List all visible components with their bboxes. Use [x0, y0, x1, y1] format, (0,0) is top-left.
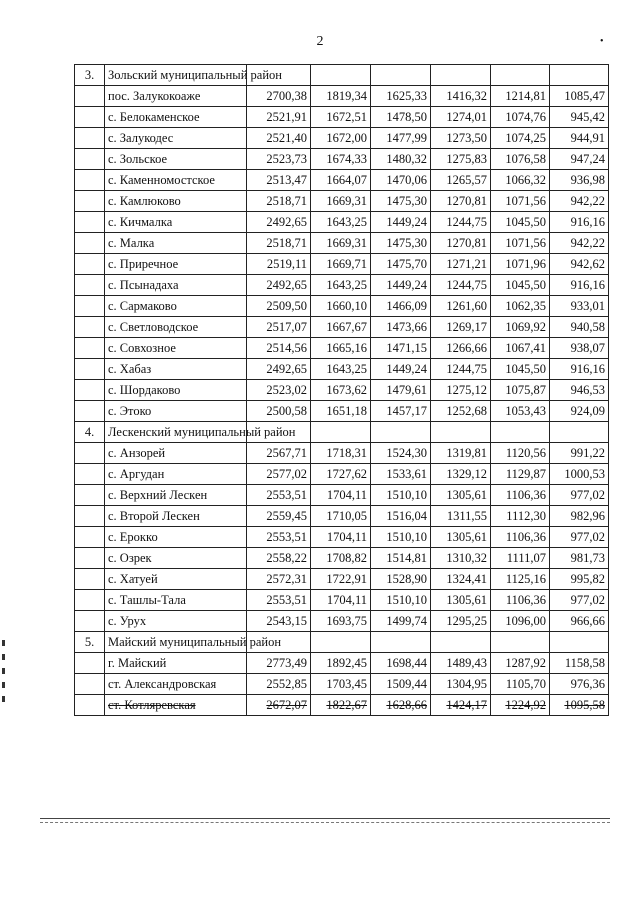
empty-cell: [371, 65, 431, 86]
district-name: Зольский муниципальный район: [105, 65, 247, 86]
tariff-value: 2572,31: [247, 569, 311, 590]
empty-cell: [75, 296, 105, 317]
tariff-value: 1305,61: [431, 527, 491, 548]
tariff-value: 924,09: [550, 401, 609, 422]
empty-cell: [75, 86, 105, 107]
tariff-value: 1085,47: [550, 86, 609, 107]
district-row: [75, 632, 609, 653]
tariff-value: 1449,24: [371, 359, 431, 380]
tariff-value: 1704,11: [311, 590, 371, 611]
tariff-value: 1075,87: [491, 380, 550, 401]
tariff-value: 1669,71: [311, 254, 371, 275]
tariff-value: 1266,66: [431, 338, 491, 359]
tariff-value: 2492,65: [247, 275, 311, 296]
tariff-value: 1265,57: [431, 170, 491, 191]
table-row: [75, 401, 609, 422]
settlement-name: с. Анзорей: [105, 443, 247, 464]
table-row: [75, 653, 609, 674]
tariff-value: 1095,58: [550, 695, 609, 716]
tariff-value: 2553,51: [247, 590, 311, 611]
tariff-value: 977,02: [550, 485, 609, 506]
tariff-value: 1510,10: [371, 485, 431, 506]
table-row: [75, 317, 609, 338]
tariff-value: 2492,65: [247, 212, 311, 233]
empty-cell: [75, 506, 105, 527]
settlement-name: с. Урух: [105, 611, 247, 632]
table-row: [75, 590, 609, 611]
tariff-value: 1478,50: [371, 107, 431, 128]
tariff-value: 1470,06: [371, 170, 431, 191]
tariff-value: 1053,43: [491, 401, 550, 422]
tariff-value: 1045,50: [491, 212, 550, 233]
tariff-value: 944,91: [550, 128, 609, 149]
tariff-value: 1819,34: [311, 86, 371, 107]
tariff-value: 1672,51: [311, 107, 371, 128]
tariff-value: 1672,00: [311, 128, 371, 149]
empty-cell: [75, 653, 105, 674]
tariff-value: 1261,60: [431, 296, 491, 317]
table-row: [75, 485, 609, 506]
tariff-value: 1275,83: [431, 149, 491, 170]
tariff-value: 1045,50: [491, 275, 550, 296]
tariff-value: 1067,41: [491, 338, 550, 359]
empty-cell: [491, 65, 550, 86]
tariff-value: 1457,17: [371, 401, 431, 422]
tariff-value: 1673,62: [311, 380, 371, 401]
tariff-value: 1489,43: [431, 653, 491, 674]
tariff-value: 1275,12: [431, 380, 491, 401]
settlement-name: с. Кичмалка: [105, 212, 247, 233]
tariff-value: 2567,71: [247, 443, 311, 464]
tariff-value: 1693,75: [311, 611, 371, 632]
tariff-value: 2700,38: [247, 86, 311, 107]
empty-cell: [371, 422, 431, 443]
tariff-value: 942,22: [550, 233, 609, 254]
tariff-value: 976,36: [550, 674, 609, 695]
empty-cell: [75, 548, 105, 569]
settlement-name: с. Аргудан: [105, 464, 247, 485]
empty-cell: [75, 212, 105, 233]
empty-cell: [75, 191, 105, 212]
tariff-value: 1479,61: [371, 380, 431, 401]
empty-cell: [75, 380, 105, 401]
tariff-value: 1106,36: [491, 527, 550, 548]
empty-cell: [75, 170, 105, 191]
tariff-value: 947,24: [550, 149, 609, 170]
table-row: [75, 149, 609, 170]
tariff-value: 1074,76: [491, 107, 550, 128]
empty-cell: [75, 128, 105, 149]
settlement-name: с. Сармаково: [105, 296, 247, 317]
settlement-name: с. Второй Лескен: [105, 506, 247, 527]
tariff-value: 2517,07: [247, 317, 311, 338]
empty-cell: [75, 107, 105, 128]
tariff-value: 1125,16: [491, 569, 550, 590]
table-row: [75, 275, 609, 296]
tariff-value: 2553,51: [247, 485, 311, 506]
tariff-value: 1287,92: [491, 653, 550, 674]
tariff-value: 916,16: [550, 275, 609, 296]
tariff-value: 1643,25: [311, 359, 371, 380]
table-row: [75, 128, 609, 149]
tariff-value: 1319,81: [431, 443, 491, 464]
tariff-value: 946,53: [550, 380, 609, 401]
tariff-value: 1475,30: [371, 191, 431, 212]
tariff-value: 1076,58: [491, 149, 550, 170]
tariff-value: 1667,67: [311, 317, 371, 338]
tariff-value: 982,96: [550, 506, 609, 527]
district-name: Лескенский муниципальный район: [105, 422, 247, 443]
tariff-value: 1674,33: [311, 149, 371, 170]
tariff-value: 2513,47: [247, 170, 311, 191]
empty-cell: [311, 422, 371, 443]
table-row: [75, 548, 609, 569]
empty-cell: [75, 485, 105, 506]
table-row: [75, 191, 609, 212]
tariff-value: 1510,10: [371, 590, 431, 611]
tariff-value: 977,02: [550, 590, 609, 611]
tariff-value: 2559,45: [247, 506, 311, 527]
settlement-name: с. Псынадаха: [105, 275, 247, 296]
tariff-value: 1643,25: [311, 212, 371, 233]
settlement-name: с. Светловодское: [105, 317, 247, 338]
tariff-value: 1528,90: [371, 569, 431, 590]
tariff-value: 1704,11: [311, 485, 371, 506]
page-number: 2: [316, 34, 324, 49]
tariff-value: 2552,85: [247, 674, 311, 695]
tariff-value: 1295,25: [431, 611, 491, 632]
tariff-value: 1416,32: [431, 86, 491, 107]
tariff-value: 1477,99: [371, 128, 431, 149]
table-row: [75, 338, 609, 359]
tariff-value: 1224,92: [491, 695, 550, 716]
empty-cell: [75, 611, 105, 632]
empty-cell: [75, 464, 105, 485]
table-row: [75, 212, 609, 233]
tariff-value: 1449,24: [371, 275, 431, 296]
tariff-value: 1270,81: [431, 191, 491, 212]
empty-cell: [491, 632, 550, 653]
tariff-value: 1514,81: [371, 548, 431, 569]
empty-cell: [311, 632, 371, 653]
tariff-value: 1516,04: [371, 506, 431, 527]
empty-cell: [75, 674, 105, 695]
settlement-name: ст. Котляревская: [105, 695, 247, 716]
tariff-value: 1424,17: [431, 695, 491, 716]
tariff-value: 1703,45: [311, 674, 371, 695]
settlement-name: пос. Залукокоаже: [105, 86, 247, 107]
empty-cell: [431, 632, 491, 653]
tariff-value: 1669,31: [311, 233, 371, 254]
tariff-value: 938,07: [550, 338, 609, 359]
tariff-value: 1112,30: [491, 506, 550, 527]
tariff-value: 1509,44: [371, 674, 431, 695]
tariff-value: 2558,22: [247, 548, 311, 569]
tariff-value: 1499,74: [371, 611, 431, 632]
tariff-value: 1475,30: [371, 233, 431, 254]
table-row: [75, 527, 609, 548]
tariff-value: 1304,95: [431, 674, 491, 695]
settlement-name: г. Майский: [105, 653, 247, 674]
tariff-value: 1214,81: [491, 86, 550, 107]
tariff-value: 916,16: [550, 212, 609, 233]
tariff-value: 1244,75: [431, 212, 491, 233]
settlement-name: ст. Александровская: [105, 674, 247, 695]
empty-cell: [75, 233, 105, 254]
tariff-value: 2672,07: [247, 695, 311, 716]
tariff-value: 1273,50: [431, 128, 491, 149]
district-row: [75, 65, 609, 86]
settlement-name: с. Этоко: [105, 401, 247, 422]
tariff-value: 1071,56: [491, 191, 550, 212]
tariff-value: 1244,75: [431, 359, 491, 380]
tariff-value: 1106,36: [491, 485, 550, 506]
tariff-value: 2523,02: [247, 380, 311, 401]
empty-cell: [75, 527, 105, 548]
tariff-value: 916,16: [550, 359, 609, 380]
table-row: [75, 296, 609, 317]
table-row: [75, 695, 609, 716]
empty-cell: [75, 695, 105, 716]
settlement-name: с. Озрек: [105, 548, 247, 569]
empty-cell: [371, 632, 431, 653]
tariff-value: 2773,49: [247, 653, 311, 674]
empty-cell: [550, 65, 609, 86]
tariff-value: 1698,44: [371, 653, 431, 674]
tariff-value: 1329,12: [431, 464, 491, 485]
tariff-value: 1311,55: [431, 506, 491, 527]
empty-cell: [75, 275, 105, 296]
tariff-value: 966,66: [550, 611, 609, 632]
empty-cell: [75, 590, 105, 611]
tariff-value: 2518,71: [247, 191, 311, 212]
empty-cell: [75, 569, 105, 590]
empty-cell: [550, 422, 609, 443]
table-row: [75, 443, 609, 464]
tariff-value: 1305,61: [431, 485, 491, 506]
settlement-name: с. Малка: [105, 233, 247, 254]
tariff-value: 1533,61: [371, 464, 431, 485]
tariff-value: 1244,75: [431, 275, 491, 296]
tariff-value: 1480,32: [371, 149, 431, 170]
tariff-value: 1727,62: [311, 464, 371, 485]
tariff-value: 1665,16: [311, 338, 371, 359]
tariff-value: 2521,91: [247, 107, 311, 128]
tariff-value: 1449,24: [371, 212, 431, 233]
settlement-name: с. Зольское: [105, 149, 247, 170]
binding-marks: [2, 640, 8, 760]
tariff-value: 942,22: [550, 191, 609, 212]
table-row: [75, 233, 609, 254]
tariff-value: 942,62: [550, 254, 609, 275]
empty-cell: [75, 443, 105, 464]
tariff-value: 1062,35: [491, 296, 550, 317]
tariff-value: 1045,50: [491, 359, 550, 380]
tariff-value: 2543,15: [247, 611, 311, 632]
page-cut-line-dashed: [40, 822, 610, 823]
tariff-value: 1718,31: [311, 443, 371, 464]
tariff-value: 1069,92: [491, 317, 550, 338]
empty-cell: [75, 317, 105, 338]
empty-cell: [75, 149, 105, 170]
table-row: [75, 86, 609, 107]
tariff-value: 1892,45: [311, 653, 371, 674]
tariff-value: 1269,17: [431, 317, 491, 338]
tariff-value: 1473,66: [371, 317, 431, 338]
empty-cell: [75, 401, 105, 422]
table-row: [75, 170, 609, 191]
tariff-value: 1129,87: [491, 464, 550, 485]
settlement-name: с. Камлюково: [105, 191, 247, 212]
tariff-value: 940,58: [550, 317, 609, 338]
empty-cell: [75, 359, 105, 380]
tariff-value: 1074,25: [491, 128, 550, 149]
tariff-value: 1471,15: [371, 338, 431, 359]
tariff-value: 1120,56: [491, 443, 550, 464]
settlement-name: с. Хабаз: [105, 359, 247, 380]
tariff-value: 1664,07: [311, 170, 371, 191]
tariff-value: 1651,18: [311, 401, 371, 422]
tariff-value: 1510,10: [371, 527, 431, 548]
tariff-value: 1324,41: [431, 569, 491, 590]
tariff-value: 1643,25: [311, 275, 371, 296]
tariff-value: 945,42: [550, 107, 609, 128]
settlement-name: с. Шордаково: [105, 380, 247, 401]
table-row: [75, 611, 609, 632]
settlement-name: с. Приречное: [105, 254, 247, 275]
tariff-value: 1071,56: [491, 233, 550, 254]
tariff-value: 933,01: [550, 296, 609, 317]
district-number: 3.: [75, 65, 105, 86]
tariff-value: 1106,36: [491, 590, 550, 611]
settlement-name: с. Совхозное: [105, 338, 247, 359]
tariff-value: 1071,96: [491, 254, 550, 275]
tariff-value: 1524,30: [371, 443, 431, 464]
tariff-value: 1710,05: [311, 506, 371, 527]
settlement-name: с. Белокаменское: [105, 107, 247, 128]
tariff-value: 1708,82: [311, 548, 371, 569]
table-row: [75, 107, 609, 128]
table-row: [75, 569, 609, 590]
tariff-value: 1066,32: [491, 170, 550, 191]
settlement-name: с. Каменномостское: [105, 170, 247, 191]
tariff-value: 2577,02: [247, 464, 311, 485]
tariff-table: [74, 64, 609, 716]
settlement-name: с. Залукодес: [105, 128, 247, 149]
district-number: 4.: [75, 422, 105, 443]
tariff-value: 1628,66: [371, 695, 431, 716]
tariff-value: 1158,58: [550, 653, 609, 674]
table-row: [75, 674, 609, 695]
tariff-value: 2553,51: [247, 527, 311, 548]
table-row: [75, 359, 609, 380]
tariff-value: 1271,21: [431, 254, 491, 275]
tariff-value: 1111,07: [491, 548, 550, 569]
tariff-value: 981,73: [550, 548, 609, 569]
settlement-name: с. Ерокко: [105, 527, 247, 548]
tariff-value: 2514,56: [247, 338, 311, 359]
tariff-value: 1722,91: [311, 569, 371, 590]
tariff-value: 1310,32: [431, 548, 491, 569]
settlement-name: с. Хатуей: [105, 569, 247, 590]
tariff-value: 936,98: [550, 170, 609, 191]
tariff-value: 1660,10: [311, 296, 371, 317]
tariff-value: 1704,11: [311, 527, 371, 548]
tariff-value: 2518,71: [247, 233, 311, 254]
district-number: 5.: [75, 632, 105, 653]
empty-cell: [491, 422, 550, 443]
tariff-value: 991,22: [550, 443, 609, 464]
tariff-value: 2500,58: [247, 401, 311, 422]
tariff-value: 2519,11: [247, 254, 311, 275]
tariff-value: 2492,65: [247, 359, 311, 380]
tariff-value: 977,02: [550, 527, 609, 548]
table-row: [75, 254, 609, 275]
table-row: [75, 380, 609, 401]
table-row: [75, 464, 609, 485]
empty-cell: [311, 65, 371, 86]
tariff-value: 1096,00: [491, 611, 550, 632]
tariff-value: 2509,50: [247, 296, 311, 317]
scan-mark: •: [600, 36, 604, 47]
tariff-value: 1270,81: [431, 233, 491, 254]
tariff-value: 1669,31: [311, 191, 371, 212]
tariff-value: 1305,61: [431, 590, 491, 611]
tariff-value: 1466,09: [371, 296, 431, 317]
tariff-value: 1000,53: [550, 464, 609, 485]
tariff-value: 1274,01: [431, 107, 491, 128]
empty-cell: [431, 65, 491, 86]
page-cut-line: [40, 818, 610, 819]
tariff-value: 2521,40: [247, 128, 311, 149]
settlement-name: с. Верхний Лескен: [105, 485, 247, 506]
empty-cell: [431, 422, 491, 443]
table-row: [75, 506, 609, 527]
tariff-value: 1475,70: [371, 254, 431, 275]
tariff-value: 1822,67: [311, 695, 371, 716]
settlement-name: с. Ташлы-Тала: [105, 590, 247, 611]
tariff-value: 1252,68: [431, 401, 491, 422]
empty-cell: [550, 632, 609, 653]
tariff-value: 995,82: [550, 569, 609, 590]
empty-cell: [75, 338, 105, 359]
district-row: [75, 422, 609, 443]
district-name: Майский муниципальный район: [105, 632, 247, 653]
tariff-value: 1105,70: [491, 674, 550, 695]
tariff-value: 1625,33: [371, 86, 431, 107]
empty-cell: [75, 254, 105, 275]
tariff-table-body: [75, 65, 609, 716]
tariff-value: 2523,73: [247, 149, 311, 170]
